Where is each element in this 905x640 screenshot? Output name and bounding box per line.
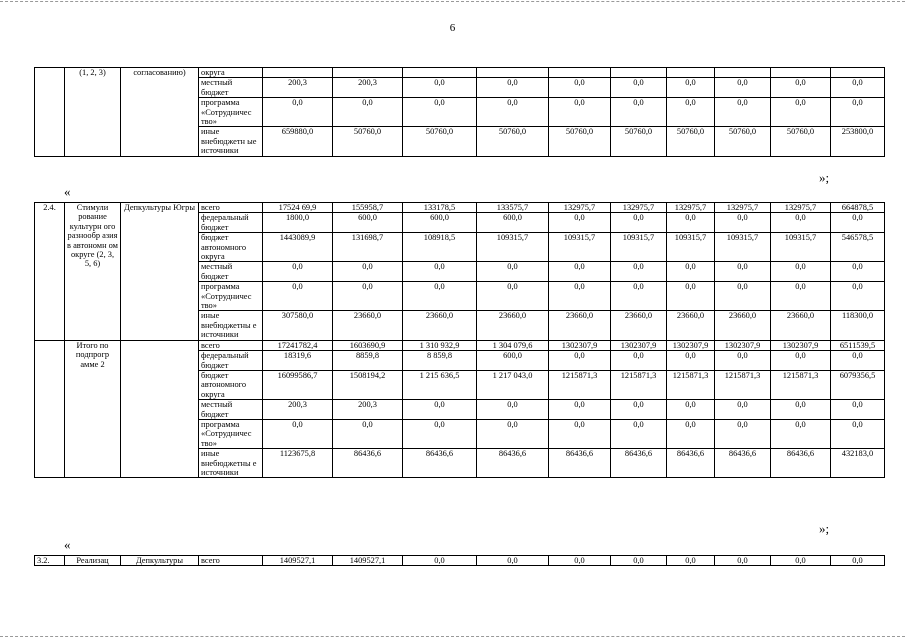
amount-cell: 0,0 — [263, 262, 333, 282]
amount-cell: 0,0 — [715, 78, 771, 98]
amount-cell: 132975,7 — [667, 203, 715, 213]
amount-cell: 50760,0 — [667, 127, 715, 156]
amount-cell: 0,0 — [831, 282, 885, 311]
amount-cell: 86436,6 — [333, 449, 403, 478]
amount-cell: 0,0 — [549, 556, 611, 566]
amount-cell: 0,0 — [771, 351, 831, 371]
amount-cell: 132975,7 — [549, 203, 611, 213]
amount-cell: 133575,7 — [477, 203, 549, 213]
amount-cell: 600,0 — [477, 351, 549, 371]
amount-cell: 0,0 — [611, 351, 667, 371]
amount-cell: 0,0 — [831, 400, 885, 420]
amount-cell: 0,0 — [771, 262, 831, 282]
section-number-cell — [35, 340, 65, 478]
amount-cell: 0,0 — [667, 556, 715, 566]
funding-source-cell: бюджет автономного округа — [199, 370, 263, 399]
amount-cell: 0,0 — [333, 282, 403, 311]
amount-cell: 23660,0 — [477, 311, 549, 340]
amount-cell: 0,0 — [403, 262, 477, 282]
amount-cell: 109315,7 — [477, 233, 549, 262]
amount-cell: 600,0 — [333, 213, 403, 233]
funding-source-cell: всего — [199, 203, 263, 213]
amount-cell: 0,0 — [715, 213, 771, 233]
amount-cell: 0,0 — [667, 78, 715, 98]
executor-cell — [121, 340, 199, 478]
funding-source-cell: программа «Сотрудничес тво» — [199, 98, 263, 127]
amount-cell: 0,0 — [831, 556, 885, 566]
amount-cell: 0,0 — [771, 556, 831, 566]
amount-cell — [403, 68, 477, 78]
amount-cell: 0,0 — [611, 213, 667, 233]
amount-cell: 0,0 — [549, 351, 611, 371]
funding-source-cell: программа «Сотрудничес тво» — [199, 282, 263, 311]
amount-cell: 0,0 — [333, 262, 403, 282]
amount-cell: 0,0 — [831, 98, 885, 127]
activity-name-cell: Стимули рование культурн ого разнообр азия в автономн ом округе (2, 3, 5, 6) — [65, 203, 121, 341]
amount-cell: 0,0 — [403, 282, 477, 311]
amount-cell: 0,0 — [611, 556, 667, 566]
amount-cell: 1800,0 — [263, 213, 333, 233]
amount-cell: 0,0 — [771, 213, 831, 233]
amount-cell: 50760,0 — [333, 127, 403, 156]
table-row — [35, 68, 885, 78]
amount-cell: 86436,6 — [477, 449, 549, 478]
amount-cell: 109315,7 — [667, 233, 715, 262]
amount-cell: 0,0 — [715, 419, 771, 448]
amount-cell: 6511539,5 — [831, 340, 885, 350]
amount-cell: 0,0 — [403, 78, 477, 98]
amount-cell: 50760,0 — [477, 127, 549, 156]
amount-cell: 0,0 — [831, 351, 885, 371]
amount-cell: 23660,0 — [549, 311, 611, 340]
closing-quote-1: »; — [819, 170, 830, 185]
amount-cell: 0,0 — [611, 98, 667, 127]
amount-cell: 8859,8 — [333, 351, 403, 371]
amount-cell: 1302307,9 — [771, 340, 831, 350]
amount-cell: 0,0 — [771, 98, 831, 127]
amount-cell: 200,3 — [263, 78, 333, 98]
amount-cell: 132975,7 — [715, 203, 771, 213]
amount-cell: 0,0 — [771, 400, 831, 420]
funding-source-cell: местный бюджет — [199, 78, 263, 98]
amount-cell: 1 217 043,0 — [477, 370, 549, 399]
amount-cell: 1123675,8 — [263, 449, 333, 478]
amount-cell: 200,3 — [333, 400, 403, 420]
amount-cell: 50760,0 — [771, 127, 831, 156]
amount-cell: 1215871,3 — [611, 370, 667, 399]
amount-cell: 86436,6 — [611, 449, 667, 478]
amount-cell: 0,0 — [831, 213, 885, 233]
amount-cell: 0,0 — [771, 78, 831, 98]
amount-cell: 200,3 — [263, 400, 333, 420]
amount-cell: 0,0 — [831, 262, 885, 282]
amount-cell: 50760,0 — [611, 127, 667, 156]
amount-cell: 86436,6 — [549, 449, 611, 478]
amount-cell — [549, 68, 611, 78]
amount-cell: 0,0 — [477, 556, 549, 566]
amount-cell: 23660,0 — [667, 311, 715, 340]
amount-cell: 118300,0 — [831, 311, 885, 340]
funding-source-cell: иные внебюджетны е источники — [199, 311, 263, 340]
amount-cell: 1409527,1 — [263, 556, 333, 566]
amount-cell: 1409527,1 — [333, 556, 403, 566]
amount-cell: 0,0 — [715, 98, 771, 127]
amount-cell: 155958,7 — [333, 203, 403, 213]
amount-cell — [771, 68, 831, 78]
amount-cell: 0,0 — [549, 213, 611, 233]
amount-cell: 0,0 — [667, 98, 715, 127]
amount-cell: 0,0 — [549, 282, 611, 311]
amount-cell: 50760,0 — [403, 127, 477, 156]
funding-source-cell: местный бюджет — [199, 400, 263, 420]
amount-cell: 0,0 — [403, 556, 477, 566]
amount-cell: 0,0 — [667, 419, 715, 448]
table-row — [35, 556, 885, 566]
amount-cell: 546578,5 — [831, 233, 885, 262]
amount-cell: 1215871,3 — [715, 370, 771, 399]
amount-cell — [831, 68, 885, 78]
amount-cell: 0,0 — [771, 282, 831, 311]
amount-cell — [477, 68, 549, 78]
amount-cell: 17524 69,9 — [263, 203, 333, 213]
funding-source-cell: программа «Сотрудничес тво» — [199, 419, 263, 448]
table-continuation — [34, 67, 885, 157]
amount-cell: 0,0 — [403, 419, 477, 448]
amount-cell: 0,0 — [667, 262, 715, 282]
amount-cell: 0,0 — [611, 400, 667, 420]
amount-cell — [667, 68, 715, 78]
amount-cell: 307580,0 — [263, 311, 333, 340]
amount-cell: 0,0 — [715, 556, 771, 566]
amount-cell: 253800,0 — [831, 127, 885, 156]
amount-cell: 0,0 — [477, 400, 549, 420]
amount-cell: 108918,5 — [403, 233, 477, 262]
funding-source-cell: местный бюджет — [199, 262, 263, 282]
amount-cell: 18319,6 — [263, 351, 333, 371]
amount-cell: 659880,0 — [263, 127, 333, 156]
amount-cell: 1302307,9 — [715, 340, 771, 350]
amount-cell: 0,0 — [715, 262, 771, 282]
amount-cell: 8 859,8 — [403, 351, 477, 371]
amount-cell: 133178,5 — [403, 203, 477, 213]
amount-cell: 109315,7 — [771, 233, 831, 262]
amount-cell: 0,0 — [477, 78, 549, 98]
amount-cell: 50760,0 — [549, 127, 611, 156]
amount-cell: 1215871,3 — [771, 370, 831, 399]
funding-source-cell: иные внебюджетны е источники — [199, 449, 263, 478]
amount-cell: 0,0 — [667, 351, 715, 371]
amount-cell: 1215871,3 — [667, 370, 715, 399]
amount-cell: 0,0 — [611, 262, 667, 282]
amount-cell: 1508194,2 — [333, 370, 403, 399]
amount-cell: 0,0 — [667, 282, 715, 311]
amount-cell — [715, 68, 771, 78]
funding-source-cell: федеральный бюджет — [199, 351, 263, 371]
funding-source-cell: округа — [199, 68, 263, 78]
amount-cell: 23660,0 — [715, 311, 771, 340]
executor-cell: Депкультуры Югры — [121, 203, 199, 341]
amount-cell: 23660,0 — [771, 311, 831, 340]
table-row — [35, 203, 885, 213]
amount-cell: 86436,6 — [715, 449, 771, 478]
amount-cell: 0,0 — [403, 400, 477, 420]
amount-cell: 432183,0 — [831, 449, 885, 478]
amount-cell: 1 310 932,9 — [403, 340, 477, 350]
amount-cell: 23660,0 — [403, 311, 477, 340]
amount-cell: 109315,7 — [715, 233, 771, 262]
executor-cell: Депкультуры — [121, 556, 199, 566]
amount-cell: 0,0 — [715, 351, 771, 371]
amount-cell: 0,0 — [477, 98, 549, 127]
section-number-cell — [35, 68, 65, 157]
amount-cell: 0,0 — [263, 98, 333, 127]
amount-cell: 23660,0 — [333, 311, 403, 340]
amount-cell: 86436,6 — [771, 449, 831, 478]
table-section-2-4 — [34, 202, 885, 478]
amount-cell: 86436,6 — [667, 449, 715, 478]
amount-cell: 109315,7 — [611, 233, 667, 262]
amount-cell: 0,0 — [611, 78, 667, 98]
scan-edge-bottom — [0, 636, 905, 637]
amount-cell: 0,0 — [477, 419, 549, 448]
amount-cell: 131698,7 — [333, 233, 403, 262]
amount-cell — [333, 68, 403, 78]
amount-cell: 0,0 — [403, 98, 477, 127]
amount-cell: 16099586,7 — [263, 370, 333, 399]
funding-source-cell: иные внебюджетн ые источники — [199, 127, 263, 156]
amount-cell: 200,3 — [333, 78, 403, 98]
amount-cell: 1 215 636,5 — [403, 370, 477, 399]
amount-cell: 0,0 — [715, 282, 771, 311]
amount-cell: 1215871,3 — [549, 370, 611, 399]
amount-cell: 1302307,9 — [549, 340, 611, 350]
amount-cell: 600,0 — [477, 213, 549, 233]
amount-cell: 0,0 — [263, 282, 333, 311]
amount-cell: 132975,7 — [611, 203, 667, 213]
amount-cell: 0,0 — [549, 98, 611, 127]
amount-cell: 0,0 — [715, 400, 771, 420]
amount-cell: 132975,7 — [771, 203, 831, 213]
amount-cell: 600,0 — [403, 213, 477, 233]
closing-quote-2: »; — [819, 521, 830, 536]
amount-cell: 1302307,9 — [667, 340, 715, 350]
amount-cell: 86436,6 — [403, 449, 477, 478]
funding-source-cell: всего — [199, 340, 263, 350]
amount-cell: 1603690,9 — [333, 340, 403, 350]
amount-cell: 0,0 — [333, 98, 403, 127]
amount-cell: 6079356,5 — [831, 370, 885, 399]
amount-cell: 0,0 — [549, 400, 611, 420]
amount-cell: 0,0 — [831, 419, 885, 448]
executor-cell: согласованию) — [121, 68, 199, 157]
activity-name-cell: Реализац — [65, 556, 121, 566]
section-number-cell: 3.2. — [35, 556, 65, 566]
amount-cell: 17241782,4 — [263, 340, 333, 350]
amount-cell: 1443089,9 — [263, 233, 333, 262]
table-row — [35, 340, 885, 350]
amount-cell: 0,0 — [611, 419, 667, 448]
amount-cell: 0,0 — [611, 282, 667, 311]
opening-quote-1: « — [64, 184, 71, 199]
amount-cell: 0,0 — [667, 213, 715, 233]
amount-cell: 0,0 — [263, 419, 333, 448]
section-number-cell: 2.4. — [35, 203, 65, 341]
amount-cell: 109315,7 — [549, 233, 611, 262]
amount-cell: 664878,5 — [831, 203, 885, 213]
amount-cell: 0,0 — [333, 419, 403, 448]
amount-cell: 0,0 — [771, 419, 831, 448]
amount-cell: 23660,0 — [611, 311, 667, 340]
amount-cell: 1 304 079,6 — [477, 340, 549, 350]
funding-source-cell: федеральный бюджет — [199, 213, 263, 233]
funding-source-cell: всего — [199, 556, 263, 566]
table-section-3-2 — [34, 555, 885, 566]
amount-cell — [611, 68, 667, 78]
amount-cell: 0,0 — [667, 400, 715, 420]
amount-cell: 0,0 — [477, 262, 549, 282]
opening-quote-2: « — [64, 537, 71, 552]
activity-name-cell: (1, 2, 3) — [65, 68, 121, 157]
amount-cell: 0,0 — [549, 419, 611, 448]
amount-cell — [263, 68, 333, 78]
amount-cell: 0,0 — [831, 78, 885, 98]
funding-source-cell: бюджет автономного округа — [199, 233, 263, 262]
amount-cell: 50760,0 — [715, 127, 771, 156]
amount-cell: 0,0 — [549, 262, 611, 282]
amount-cell: 0,0 — [477, 282, 549, 311]
amount-cell: 1302307,9 — [611, 340, 667, 350]
amount-cell: 0,0 — [549, 78, 611, 98]
page-number: 6 — [449, 22, 456, 34]
scan-edge-top — [0, 1, 905, 2]
subprogram-total-cell: Итого по подпрогр амме 2 — [65, 340, 121, 478]
